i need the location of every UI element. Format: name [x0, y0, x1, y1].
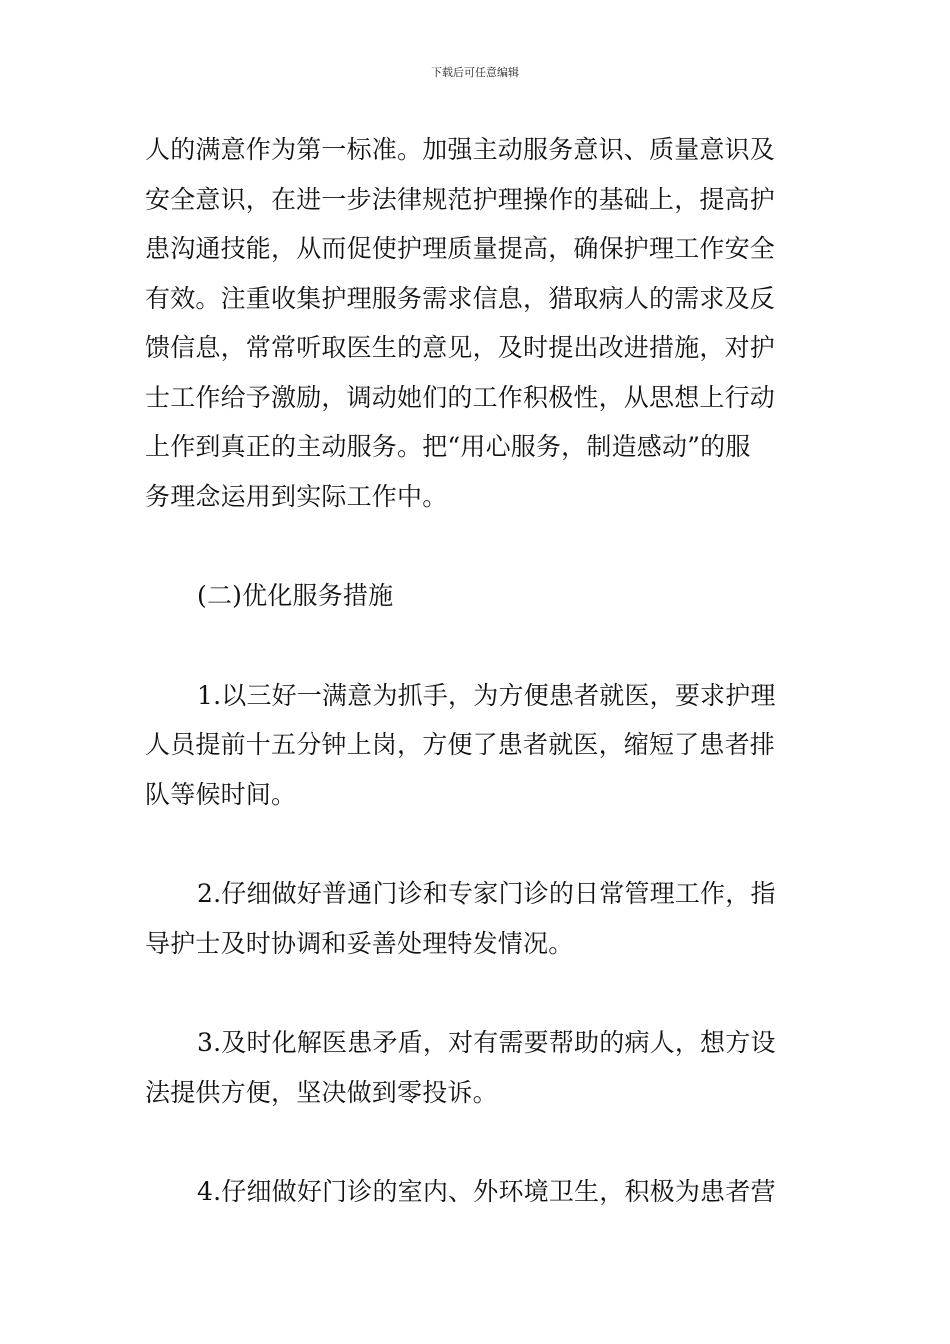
paragraph: [145, 125, 807, 521]
text-line: 导护士及时协调和妥善处理特发情况。: [145, 928, 574, 958]
text-line: 安全意识，在进一步法律规范护理操作的基础上，提高护: [145, 184, 776, 214]
list-item-paragraph: [145, 869, 807, 968]
paragraph-spacer: [145, 621, 807, 671]
text-line: 1.以三好一满意为抓手，为方便患者就医，要求护理: [197, 680, 776, 710]
paragraph-spacer: [145, 1117, 807, 1167]
text-line: 有效。注重收集护理服务需求信息，猎取病人的需求及反: [145, 283, 776, 313]
page-header: 下载后可任意编辑: [431, 66, 519, 79]
text-line: 人的满意作为第一标准。加强主动服务意识、质量意识及: [145, 135, 776, 164]
paragraph-spacer: [145, 521, 807, 571]
text-line: 士工作给予激励，调动她们的工作积极性，从思想上行动: [145, 382, 776, 412]
paragraph-spacer: [145, 819, 807, 869]
text-line: 患沟通技能，从而促使护理质量提高，确保护理工作安全: [145, 234, 776, 263]
text-line: 务理念运用到实际工作中。: [145, 481, 448, 511]
document-body: [145, 125, 807, 1217]
list-item-paragraph: [145, 1018, 807, 1117]
list-item-paragraph: [145, 671, 807, 820]
text-line: 2.仔细做好普通门诊和专家门诊的日常管理工作，指: [197, 879, 776, 908]
text-line: (二)优化服务措施: [197, 581, 394, 610]
text-line: 4.仔细做好门诊的室内、外环境卫生，积极为患者营: [197, 1177, 776, 1206]
text-line: 馈信息，常常听取医生的意见，及时提出改进措施，对护: [145, 333, 776, 362]
text-line: 队等候时间。: [145, 779, 297, 809]
text-line: 人员提前十五分钟上岗，方便了患者就医，缩短了患者排: [145, 730, 776, 759]
paragraph-spacer: [145, 968, 807, 1018]
section-heading: [145, 571, 807, 621]
text-line: 上作到真正的主动服务。把“用心服务，制造感动”的服: [145, 432, 751, 461]
text-line: 法提供方便，坚决做到零投诉。: [145, 1077, 498, 1107]
text-line: 3.及时化解医患矛盾，对有需要帮助的病人，想方设: [197, 1028, 776, 1057]
list-item-paragraph: [145, 1167, 807, 1217]
